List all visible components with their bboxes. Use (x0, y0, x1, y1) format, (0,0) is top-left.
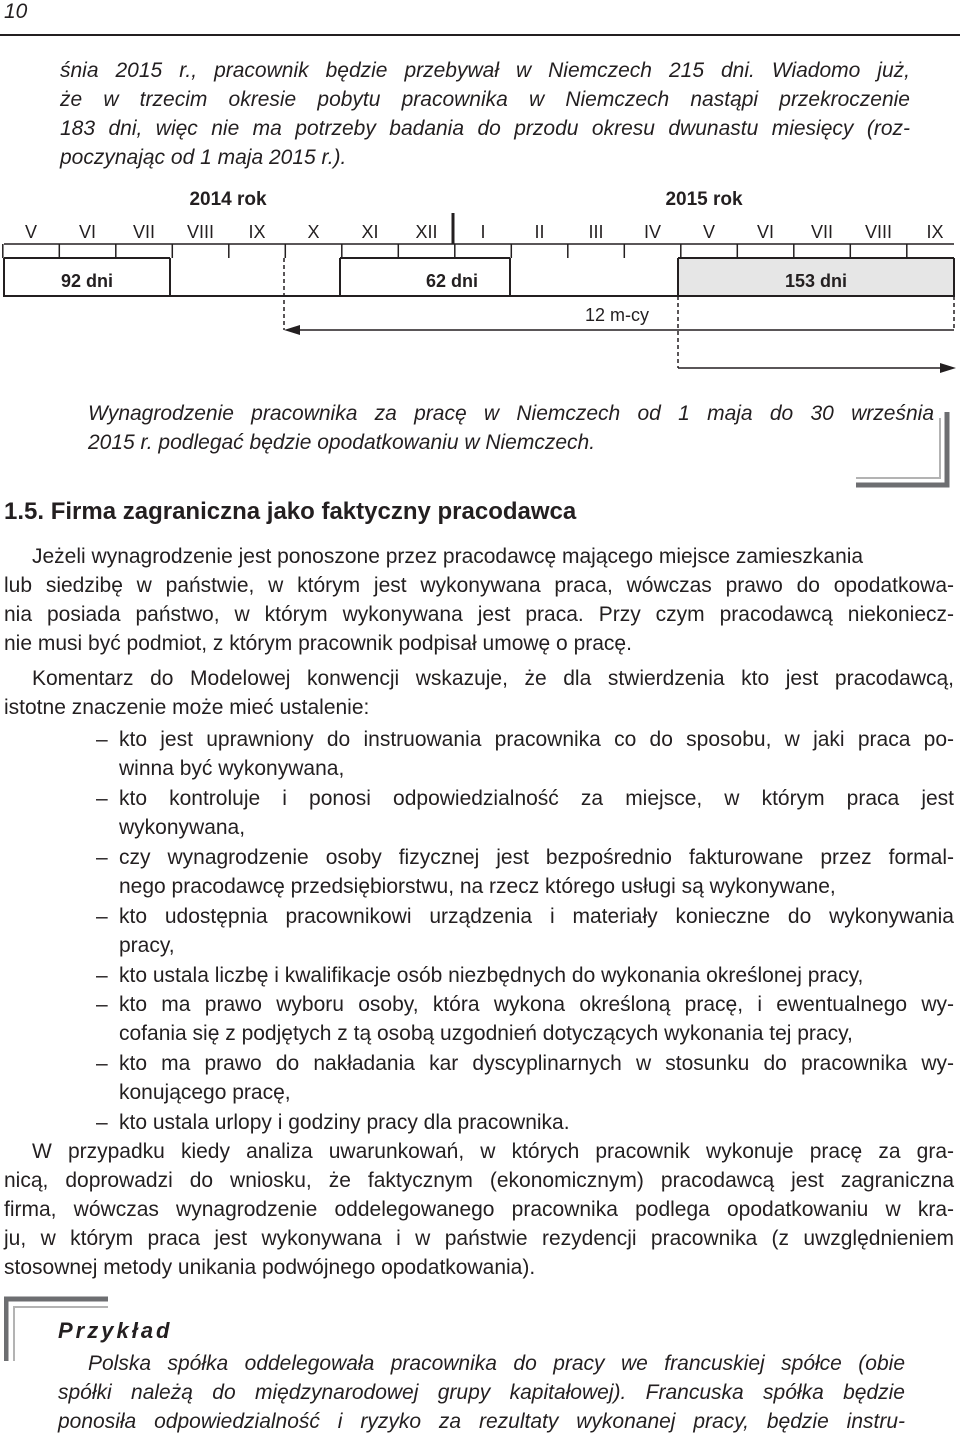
month-label: VIII (864, 222, 893, 242)
list-item-line: kto ma prawo do nakładania kar dyscyplinarnych w stosunku do pracownika wy- (119, 1052, 954, 1075)
month-label: III (588, 222, 604, 242)
month-ticks (3, 244, 960, 258)
list-item-line: cofania się z podjętych z tą osobą uzgodnień dotyczących wykonania tej pracy, (119, 1022, 853, 1045)
text-line: W przypadku kiedy analiza uwarunkowań, w których pracownik wykonuje pracę za gra- (32, 1140, 954, 1163)
list-dash: – (96, 846, 108, 869)
list-dash: – (96, 1111, 108, 1134)
month-label: VI (78, 222, 97, 242)
list-item-line: kto ustala liczbę i kwalifikacje osób niezbędnych do wykonania określonej pracy, (119, 964, 864, 987)
text-line: firma, wówczas wynagrodzenie oddelegowanego pracownika podlega opodatkowaniu w kra- (4, 1198, 954, 1221)
text-line: nia posiada państwo, w którym wykonywana jest praca. Przy czym pracodawcą niekoniecz- (4, 603, 954, 626)
page-number: 10 (4, 0, 28, 23)
month-label: IV (643, 222, 662, 242)
list-item-line: kto kontroluje i ponosi odpowiedzialność za miejsce, w którym praca jest (119, 787, 954, 810)
example-end-bracket (852, 410, 952, 490)
list-dash: – (96, 728, 108, 751)
section-heading: 1.5. Firma zagraniczna jako faktyczny pracodawca (4, 498, 577, 525)
list-item-line: wykonywana, (119, 816, 246, 839)
list-item-line: kto jest uprawniony do instruowania pracownika co do sposobu, w jaki praca po- (119, 728, 954, 751)
month-label: VII (810, 222, 834, 242)
text-line: że w trzecim okresie pobytu pracownika w Niemczech nastąpi przekroczenie (60, 88, 910, 111)
text-line: ju, w którym praca jest wykonywana i w państwie rezydencji pracownika (z uwzględnieniem (4, 1227, 954, 1250)
text-line: Polska spółka oddelegowała pracownika do pracy we francuskiej spółce (obie (88, 1352, 905, 1375)
month-label: VII (132, 222, 156, 242)
month-label: I (480, 222, 486, 242)
list-item-line: konującego pracę, (119, 1081, 291, 1104)
timeline-diagram (0, 180, 960, 380)
bracket-shape (856, 412, 947, 485)
month-label: V (24, 222, 38, 242)
bracket-inner (856, 418, 940, 478)
month-label: X (307, 222, 320, 242)
list-item-line: nego pracodawcę przedsiębiorstwu, na rzecz którego usługi są wykonywane, (119, 875, 836, 898)
list-item-line: czy wynagrodzenie osoby fizycznej jest bezpośrednio fakturowane przez formal- (119, 846, 954, 869)
text-line: Jeżeli wynagrodzenie jest ponoszone przez pracodawcę mającego miejsce zamieszkania (32, 545, 864, 568)
window-label: 12 m-cy (584, 305, 650, 325)
list-item-line: pracy, (119, 934, 175, 957)
list-item-line: kto ma prawo wyboru osoby, która wykona określoną pracę, i ewentualnego wy- (119, 993, 954, 1016)
month-label: IX (926, 222, 944, 242)
month-label: V (702, 222, 716, 242)
month-label: XI (361, 222, 379, 242)
period-label-62: 62 dni (425, 271, 479, 291)
month-label: VI (756, 222, 775, 242)
arrow-head-right (940, 363, 956, 373)
text-line: Komentarz do Modelowej konwencji wskazuje, że dla stwierdzenia kto jest pracodawcą, (32, 667, 954, 690)
text-line: 183 dni, więc nie ma potrzeby badania do przodu okresu dwunastu miesięcy (roz- (60, 117, 910, 140)
list-dash: – (96, 1052, 108, 1075)
text-line: lub siedzibę w państwie, w którym jest wykonywana praca, wówczas prawo do opodatkowa- (4, 574, 954, 597)
text-line: istotne znaczenie może mieć ustalenie: (4, 696, 370, 719)
month-label: XII (415, 222, 438, 242)
period-label-92: 92 dni (60, 271, 114, 291)
text-line: poczynając od 1 maja 2015 r.). (60, 146, 347, 169)
header-rule (0, 34, 960, 36)
month-label: II (534, 222, 545, 242)
period-label-153: 153 dni (784, 271, 848, 291)
text-line: ponosiła odpowiedzialność i ryzyko za rezultaty wykonanej pracy, będzie instru- (58, 1410, 905, 1433)
text-line: nicą, doprowadzi do wniosku, że faktycznym (ekonomicznym) pracodawcą jest zagraniczna (4, 1169, 954, 1192)
arrow-head-left (284, 325, 300, 335)
text-line: nie musi być podmiot, z którym pracownik podpisał umowę o pracę. (4, 632, 632, 655)
month-labels (25, 222, 944, 242)
text-line: spółki należą do międzynarodowej grupy kapitałowej). Francuska spółka będzie (58, 1381, 905, 1404)
month-label: VIII (186, 222, 215, 242)
list-item-line: winna być wykonywana, (119, 757, 345, 780)
year-label-2014: 2014 rok (189, 189, 267, 210)
year-label-2015: 2015 rok (665, 189, 743, 210)
text-line: stosownej metody unikania podwójnego opodatkowania). (4, 1256, 536, 1279)
text-line: Wynagrodzenie pracownika za pracę w Niemczech od 1 maja do 30 września (88, 402, 934, 425)
list-item-line: kto udostępnia pracownikowi urządzenia i materiały konieczne do wykonywania (119, 905, 954, 928)
list-dash: – (96, 787, 108, 810)
text-line: śnia 2015 r., pracownik będzie przebywał w Niemczech 215 dni. Wiadomo już, (60, 59, 910, 82)
list-dash: – (96, 964, 108, 987)
month-label: IX (248, 222, 266, 242)
text-line: 2015 r. podlegać będzie opodatkowaniu w Niemczech. (88, 431, 596, 454)
example-label: Przykład (58, 1318, 173, 1343)
list-dash: – (96, 905, 108, 928)
list-item-line: kto ustala urlopy i godziny pracy dla pracownika. (119, 1111, 570, 1134)
list-dash: – (96, 993, 108, 1016)
